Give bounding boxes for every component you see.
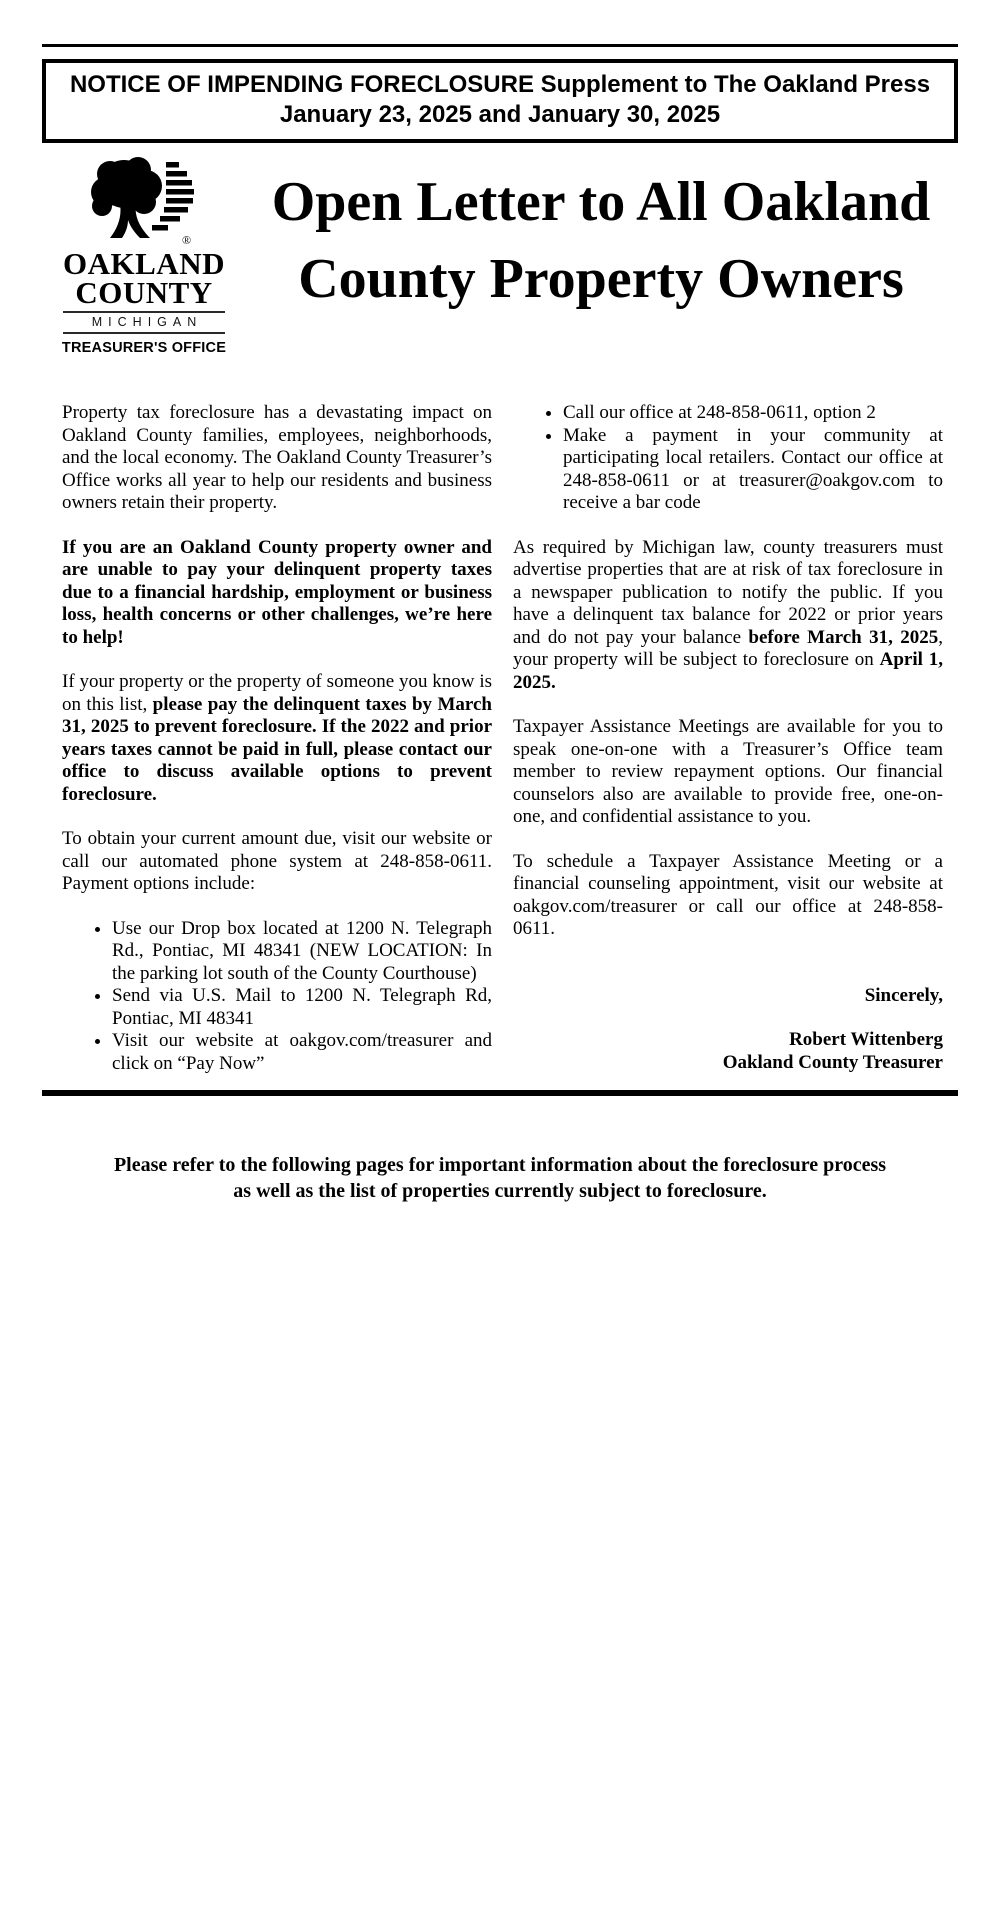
paragraph-michigan-law-normal2: , your property will be subject to foreclosure on — [513, 626, 944, 670]
registered-trademark-symbol: ® — [181, 233, 191, 247]
left-column — [62, 402, 492, 1097]
paragraph-pay-delinquent-bold: please pay the delinquent taxes by March 31, 2025 to prevent foreclosure. If the 2022 and prior years taxes cannot be paid in full, please contact our office to discuss available options to prevent foreclosure. — [62, 693, 492, 805]
logo-text-county: COUNTY — [75, 275, 213, 310]
list-item-drop-box: • Use our Drop box located at 1200 N. Telegraph Rd., Pontiac, MI 48341 (NEW LOCATION: In the parking lot south of the County Courthouse) — [112, 918, 492, 986]
logo-text-michigan: MICHIGAN — [63, 311, 225, 334]
paragraph-payment-options-intro: To obtain your current amount due, visit our website or call our automated phone system at 248-858-0611. Payment options include: — [62, 828, 492, 894]
logo-text-treasurers-office: TREASURER'S OFFICE — [61, 340, 227, 356]
list-item-call-office: • Call our office at 248-858-0611, option 2 — [563, 402, 943, 425]
paragraph-schedule-meeting: To schedule a Taxpayer Assistance Meeting or a financial counseling appointment, visit our website at oakgov.com/treasurer or call our office at 248-858-0611. — [513, 850, 943, 939]
notice-header-line1: NOTICE OF IMPENDING FORECLOSURE Supplement to The Oakland Press — [69, 71, 931, 98]
paragraph-michigan-law-normal1: As required by Michigan law, county treasurers must advertise properties that are at risk of tax foreclosure in a newspaper publication to notify the public. If you have a delinquent tax balance for 2022 or prior years and do not pay your balance — [513, 536, 943, 648]
masthead — [55, 150, 955, 370]
bottom-divider-rule — [42, 1090, 958, 1096]
paragraph-here-to-help: If you are an Oakland County property owner and are unable to pay your delinquent property taxes due to a financial hardship, employment or business loss, health concerns or other challenges, we’re here to help! — [62, 536, 492, 648]
signature-block — [513, 1029, 943, 1074]
footer-note — [0, 1152, 1000, 1204]
paragraph-assistance-meetings: Taxpayer Assistance Meetings are available for you to speak one-on-one with a Treasurer’s Office team member to review repayment options. Our financial counselors also are available to provide free, one-on-one, and confidential assistance to you. — [513, 716, 943, 827]
signature-name: Robert Wittenberg — [789, 1029, 943, 1050]
page-title — [247, 164, 955, 318]
page-title-line2: County Property Owners — [298, 248, 904, 310]
footer-note-line2: as well as the list of properties currently subject to foreclosure. — [233, 1180, 767, 1202]
paragraph-michigan-law-bold2: April 1, 2025. — [513, 649, 943, 693]
closing-sincerely: Sincerely, — [864, 984, 943, 1006]
oakland-county-logo — [55, 152, 233, 356]
paragraph-michigan-law-bold1: before March 31, 2025 — [748, 626, 939, 648]
top-divider-rule — [42, 44, 958, 47]
payment-options-list-right — [513, 402, 943, 515]
list-item-website-pay-now: • Visit our website at oakgov.com/treasurer and click on “Pay Now” — [112, 1030, 492, 1075]
notice-header-box — [42, 59, 958, 143]
list-item-us-mail: • Send via U.S. Mail to 1200 N. Telegraph Rd, Pontiac, MI 48341 — [112, 985, 492, 1030]
notice-header-line2: January 23, 2025 and January 30, 2025 — [279, 101, 721, 128]
signature-title: Oakland County Treasurer — [722, 1051, 943, 1073]
paragraph-impact: Property tax foreclosure has a devastating impact on Oakland County families, employees, neighborhoods, and the local economy. The Oakland County Treasurer’s Office works all year to help our residents and business owners retain their property. — [62, 402, 492, 513]
footer-note-line1: Please refer to the following pages for important information about the foreclosure process — [113, 1154, 887, 1176]
right-column — [513, 402, 943, 1097]
page-title-line1: Open Letter to All Oakland — [271, 171, 931, 233]
letter-body — [62, 402, 943, 1097]
logo-text-oakland: OAKLAND — [63, 246, 225, 281]
oak-tree-icon — [82, 152, 207, 249]
paragraph-michigan-law — [513, 537, 943, 695]
paragraph-pay-delinquent — [62, 671, 492, 806]
list-item-local-retailers: • Make a payment in your community at participating local retailers. Contact our office at 248-858-0611 or at treasurer@oakgov.com to receive a bar code — [563, 425, 943, 515]
payment-options-list-left — [62, 918, 492, 1076]
paragraph-pay-delinquent-normal: If your property or the property of someone you know is on this list, — [62, 671, 492, 715]
